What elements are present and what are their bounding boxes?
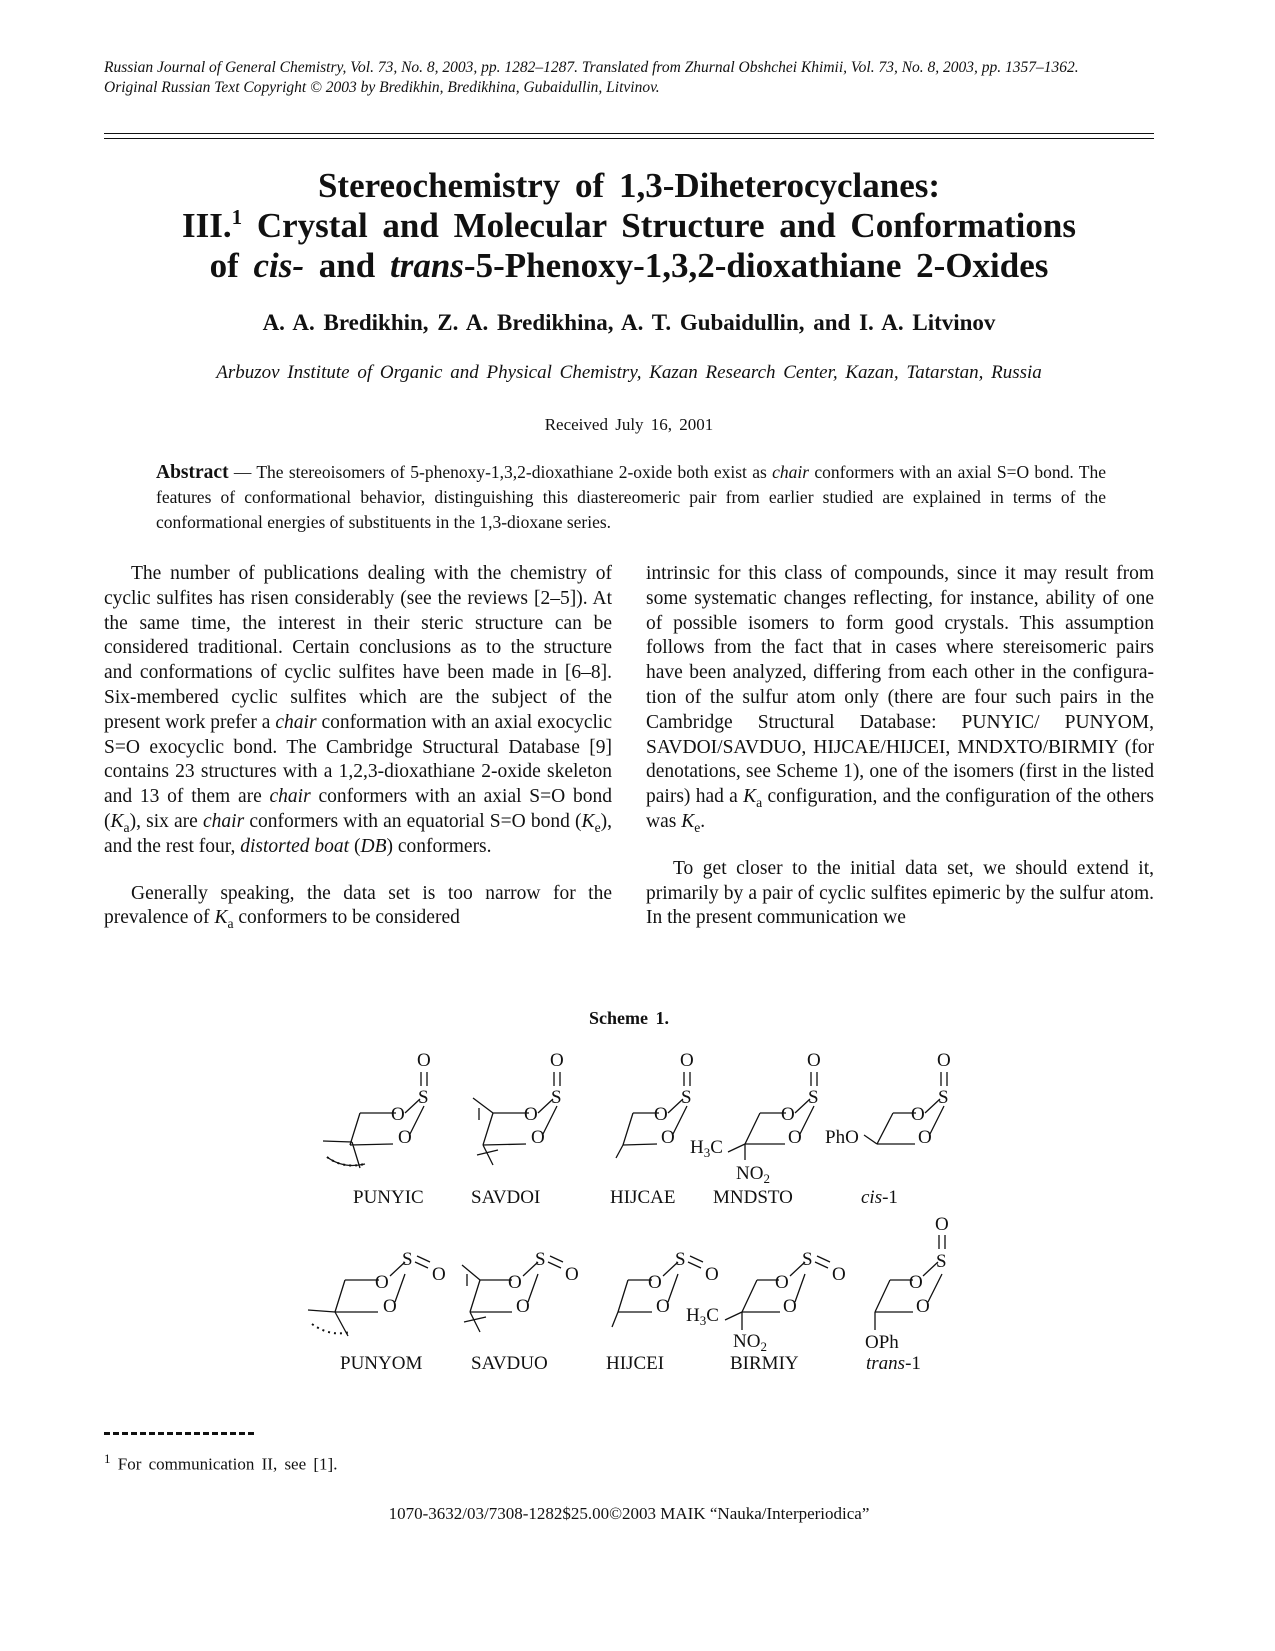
- atom-o: O: [911, 1104, 925, 1125]
- atom-o: O: [531, 1127, 545, 1148]
- title-line-2-text: Crystal and Molecular Structure and Conformations: [256, 206, 1076, 245]
- paragraph: [104, 882, 612, 932]
- paragraph: To get closer to the initial data set, we should extend it, primarily by a pair of cyclic sulfites epimeric by the sulfur atom. In the present communication we: [646, 857, 1154, 929]
- structure-hijcae: [616, 1050, 694, 1158]
- subscript-e: e: [694, 819, 701, 835]
- label-mndsto: MNDSTO: [713, 1187, 793, 1208]
- text-run: configuration, and the configuration of the others was: [646, 786, 1154, 832]
- bond-lines: [725, 1256, 830, 1330]
- footnote-rule: [104, 1432, 254, 1435]
- symbol-K: K: [743, 786, 757, 808]
- atom-o: O: [661, 1127, 675, 1148]
- citation-line: Russian Journal of General Chemistry, Vol. 73, No. 8, 2003, pp. 1282–1287. Translated from Zhurnal Obshchei Khimii, Vol. 73, No. 8, 2003, pp. 1357–1362.: [104, 59, 1079, 76]
- text-run: conformers with an axial S=O bond (: [104, 786, 612, 832]
- label-trans: trans: [866, 1353, 906, 1374]
- atom-s: S: [551, 1087, 562, 1108]
- header-rule-bottom: [104, 138, 1154, 139]
- received-date: Received July 16, 2001: [544, 415, 714, 434]
- atom-o: O: [916, 1296, 930, 1317]
- atom-o: O: [383, 1296, 397, 1317]
- title-part-number: III.: [182, 206, 232, 245]
- header-rule-top: [104, 133, 1154, 134]
- no2-sub: 2: [760, 1339, 767, 1354]
- structure-punyic: [323, 1050, 431, 1168]
- atom-s: S: [675, 1249, 686, 1270]
- atom-s: S: [418, 1087, 429, 1108]
- bond-lines: [616, 1072, 690, 1158]
- title-line-1: Stereochemistry of 1,3-Diheterocyclanes:: [317, 166, 941, 205]
- title-line-3-text: -5-Phenoxy-1,3,2-dioxathiane 2-Oxides: [463, 246, 1049, 285]
- atom-s: S: [681, 1087, 692, 1108]
- structure-savdoi: [473, 1050, 564, 1165]
- atom-o: O: [705, 1264, 719, 1285]
- atom-o: O: [654, 1104, 668, 1125]
- oph-label: OPh: [865, 1332, 899, 1353]
- subscript-a: a: [756, 795, 763, 811]
- row-1-structures: [323, 1050, 951, 1208]
- symbol-K: K: [110, 810, 124, 832]
- h3c-h: H: [690, 1137, 704, 1158]
- text-run: Generally speaking, the data set is too narrow for the prevalence of: [104, 882, 612, 929]
- body-column-left: [104, 562, 612, 931]
- text-run: ), and the rest four,: [104, 810, 612, 857]
- symbol-K: K: [681, 810, 695, 832]
- no2-label: [733, 1331, 767, 1354]
- row-2-structures: [308, 1214, 949, 1374]
- no2-no: NO: [733, 1331, 761, 1352]
- title-of: of: [209, 246, 239, 285]
- text-run: (: [349, 835, 361, 857]
- text-run: ), six are: [129, 810, 203, 832]
- atom-o: O: [508, 1272, 522, 1293]
- atom-o: O: [783, 1296, 797, 1317]
- subscript-a: a: [227, 916, 234, 932]
- atom-s: S: [936, 1251, 947, 1272]
- italic-term: chair: [275, 711, 317, 733]
- atom-o: O: [391, 1104, 405, 1125]
- abstract-dash: —: [228, 462, 257, 482]
- atom-o: O: [909, 1272, 923, 1293]
- atom-o: O: [781, 1104, 795, 1125]
- pho-label: PhO: [825, 1127, 859, 1148]
- no2-no: NO: [736, 1163, 764, 1184]
- h3c-h: H: [686, 1305, 700, 1326]
- structure-savduo: [462, 1249, 579, 1332]
- structure-mndsto: [690, 1050, 821, 1186]
- label-suffix: -1: [905, 1353, 921, 1374]
- title-line-2: [104, 206, 1154, 246]
- h3c-sub: 3: [703, 1145, 711, 1160]
- label-savduo: SAVDUO: [471, 1353, 548, 1374]
- no2-label: [736, 1163, 770, 1186]
- h3c-label: [690, 1137, 723, 1160]
- subscript-a: a: [123, 819, 130, 835]
- text-run: conformers with an equatorial S=O bond (: [244, 810, 582, 832]
- title-trans: trans: [389, 246, 464, 285]
- title-footnote-mark: 1: [231, 205, 243, 229]
- scheme-title: Scheme 1.: [589, 1008, 669, 1028]
- author-list: A. A. Bredikhin, Z. A. Bredikhina, A. T. Gubaidullin, and I. A. Litvinov: [262, 310, 996, 335]
- abstract-text-2: conformers with an axial S=O bond. The features of conformational behavior, distinguishing this diastereomeric pair from earlier studied are explained in terms of the conformational energies of substituents in the 1,3-dioxane series.: [156, 462, 1106, 532]
- abstract-chair: chair: [772, 462, 810, 482]
- page-footer: 1070-3632/03/7308-1282$25.00©2003 MAIK “Nauka/Interperiodica”: [388, 1504, 870, 1523]
- text-run: .: [700, 810, 706, 832]
- text-run: intrinsic for this class of compounds, since it may result from some systematic changes reflecting, for instance, ability of one of possible isomers to form good crystals. This assumption follows from the fact that in cases where stereisomeric pairs have been analyzed, differing from each other in the configuration of the sulfur atom only (there are four such pairs in the Cambridge Structural Database: PUNYIC/ PUNYOM, SAVDOI/SAVDUO, HIJCAE/HIJCEI, MNDXTO/BIRMIY (for denotations, see Scheme 1), one of the isomers (first in the listed pairs) had a: [646, 563, 1154, 808]
- atom-o: O: [935, 1214, 949, 1235]
- title-and: and: [318, 246, 376, 285]
- paragraph: [646, 562, 1154, 835]
- italic-term: DB: [360, 835, 387, 857]
- bond-lines: [728, 1072, 817, 1160]
- atom-o: O: [680, 1050, 694, 1071]
- label-punyic: PUNYIC: [353, 1187, 424, 1208]
- atom-o: O: [937, 1050, 951, 1071]
- label-hijcei: HIJCEI: [606, 1353, 665, 1374]
- running-header: [104, 58, 1154, 98]
- label-punyom: PUNYOM: [340, 1353, 423, 1374]
- atom-o: O: [832, 1264, 846, 1285]
- atom-s: S: [938, 1087, 949, 1108]
- body-column-right: [646, 562, 1154, 931]
- abstract: [156, 460, 1106, 535]
- label-cis: cis: [861, 1187, 883, 1208]
- symbol-K: K: [581, 810, 595, 832]
- atom-o: O: [565, 1264, 579, 1285]
- label-savdoi: SAVDOI: [471, 1187, 541, 1208]
- label-hijcae: HIJCAE: [610, 1187, 676, 1208]
- text-run: conformers to be considered: [233, 907, 460, 929]
- footnote-text: For communication II, see [1].: [117, 1454, 338, 1474]
- atom-s: S: [535, 1249, 546, 1270]
- paragraph: [104, 562, 612, 860]
- atom-o: O: [417, 1050, 431, 1071]
- bond-lines: [323, 1072, 427, 1168]
- atom-o: O: [656, 1296, 670, 1317]
- title-cis: cis-: [253, 246, 305, 285]
- label-birmiy: BIRMIY: [730, 1353, 799, 1374]
- footnote: [104, 1451, 337, 1475]
- atom-o: O: [432, 1264, 446, 1285]
- italic-term: chair: [269, 786, 311, 808]
- atom-s: S: [808, 1087, 819, 1108]
- text-run: conformation with an axial exocyclic S=O exocyclic bond. The Cambridge Structural Database [9] contains 23 structures with a 1,2,3-dioxathiane 2-oxide skeleton and 13 of them are: [104, 711, 612, 808]
- atom-o: O: [775, 1272, 789, 1293]
- copyright-line: Original Russian Text Copyright © 2003 by Bredikhin, Bredikhina, Gubaidullin, Litvinov.: [104, 79, 660, 96]
- h3c-c: C: [710, 1137, 723, 1158]
- italic-term: chair: [203, 810, 245, 832]
- label-cis-1: [861, 1187, 898, 1208]
- scheme-1-structures: [0, 1040, 1275, 1380]
- no2-sub: 2: [763, 1171, 770, 1186]
- structure-trans-1: [865, 1214, 949, 1353]
- h3c-sub: 3: [699, 1313, 707, 1328]
- atom-o: O: [918, 1127, 932, 1148]
- atom-o: O: [788, 1127, 802, 1148]
- atom-o: O: [524, 1104, 538, 1125]
- text-run: The number of publications dealing with the chemistry of cyclic sulfites has risen considerably (see the reviews [2–5]). At the same time, the interest in their steric structure can be considered traditional. Certain conclusions as to the structure and conformations of cyclic sulfites have been made in [6–8]. Six-membered cyclic sulfites which are the subject of the present work prefer a: [104, 563, 612, 733]
- atom-o: O: [516, 1296, 530, 1317]
- article-title: [104, 166, 1154, 286]
- atom-o: O: [648, 1272, 662, 1293]
- affiliation: Arbuzov Institute of Organic and Physical Chemistry, Kazan Research Center, Kazan, Tatarstan, Russia: [216, 362, 1042, 383]
- italic-term: distorted boat: [240, 835, 350, 857]
- atom-o: O: [398, 1127, 412, 1148]
- abstract-label: Abstract: [156, 462, 229, 483]
- h3c-label: [686, 1305, 719, 1328]
- symbol-K: K: [214, 907, 228, 929]
- subscript-e: e: [594, 819, 601, 835]
- bond-lines: [462, 1256, 563, 1332]
- atom-o: O: [375, 1272, 389, 1293]
- bond-lines: [473, 1072, 560, 1165]
- abstract-text-1: The stereoisomers of 5-phenoxy-1,3,2-dioxathiane 2-oxide both exist as: [256, 462, 773, 482]
- title-line-3: [104, 246, 1154, 286]
- structure-cis-1: [825, 1050, 951, 1148]
- h3c-c: C: [706, 1305, 719, 1326]
- atom-s: S: [802, 1249, 813, 1270]
- label-trans-1: [866, 1353, 921, 1374]
- atom-o: O: [807, 1050, 821, 1071]
- structure-punyom: [308, 1249, 446, 1336]
- footnote-marker: 1: [104, 1451, 111, 1466]
- atom-s: S: [402, 1249, 413, 1270]
- label-suffix: -1: [882, 1187, 898, 1208]
- atom-o: O: [550, 1050, 564, 1071]
- text-run: ) conformers.: [386, 835, 492, 857]
- bond-lines: [864, 1072, 947, 1144]
